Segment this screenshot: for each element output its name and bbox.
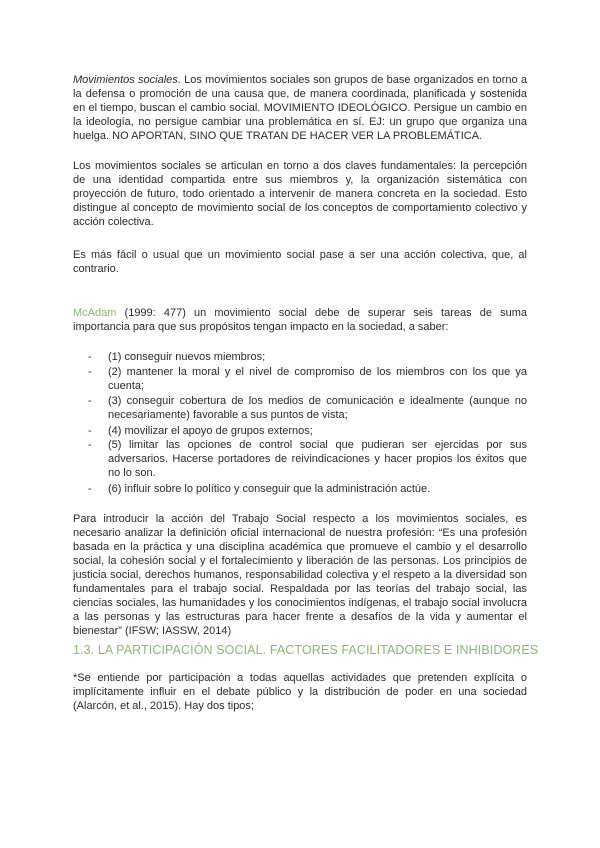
list-item-cont: cuenta; — [108, 380, 145, 392]
text-line: de una identidad compartida entre sus miembros y, la organización sistemática con — [73, 174, 527, 186]
list-item: (3) conseguir cobertura de los medios de comunicación e idealmente (aunque no — [108, 395, 527, 407]
text-line: necesario analizar la definición oficial internacional de nuestra profesión: “Es una profesión — [73, 527, 527, 539]
text-line: contrario. — [73, 263, 119, 275]
text-line: acción colectiva. — [73, 216, 154, 228]
text-line: implícitamente influir en el debate público y la distribución de poder en una sociedad — [73, 686, 527, 698]
list-item: (4) movilizar el apoyo de grupos externos; — [108, 425, 313, 437]
list-item: (1) conseguir nuevos miembros; — [108, 351, 266, 363]
author-mcadam: McAdam — [73, 307, 117, 319]
text-line: en el tiempo, buscan el cambio social. MOVIMIENTO IDEOLÓGICO. Persigue un cambio en — [73, 102, 527, 114]
bullet-dash: - — [88, 366, 92, 378]
text-line: (Alarcón, et al., 2015). Hay dos tipos; — [73, 700, 254, 712]
text-line: ciencias sociales, las humanidades y los conocimientos indígenas, el trabajo social involucra — [73, 597, 527, 609]
list-item-cont: no lo son. — [108, 467, 156, 479]
text-run: . Los movimientos sociales son grupos de base organizados en torno a — [177, 74, 527, 86]
text-line: la defensa o promoción de una causa que, de manera coordinada, planificada y sostenida — [73, 88, 527, 100]
term-italic: Movimientos sociales — [73, 74, 178, 86]
text-line: importancia para que sus propósitos tengan impacto en la sociedad, a saber: — [73, 321, 449, 333]
bullet-dash: - — [88, 483, 92, 495]
text-line — [73, 306, 527, 320]
text-line: proyección de futuro, todo orientado a intervenir de manera concreta en la sociedad. Esto — [73, 188, 527, 200]
text-line: a las personas y las estructuras para hacer frente a desafíos de la vida y aumentar el — [73, 611, 527, 623]
text-line: la ideología, no persigue cambiar una problemática en sí. EJ: un grupo que organiza una — [73, 116, 527, 128]
list-item: (2) mantener la moral y el nivel de compromiso de los miembros con los que ya — [108, 366, 527, 378]
bullet-dash: - — [88, 351, 92, 363]
list-item: (5) limitar las opciones de control social que pudieran ser ejercidas por sus — [108, 439, 527, 451]
list-item-cont: necesariamente) favorable a sus puntos de vista; — [108, 409, 348, 421]
text-line: justicia social, derechos humanos, responsabilidad colectiva y el respeto a la diversidad son — [73, 569, 527, 581]
bullet-dash: - — [88, 395, 92, 407]
text-line: distingue al concepto de movimiento social de los conceptos de comportamiento colectivo y — [73, 202, 527, 214]
text-run: (1999: 477) un movimiento social debe de superar seis tareas de suma — [116, 307, 527, 319]
text-line: *Se entiende por participación a todas aquellas actividades que pretenden explícita o — [73, 672, 527, 684]
text-line: social, la cohesión social y el fortalecimiento y liberación de las personas. Los principios de — [73, 555, 527, 567]
text-line: fundamentales para el trabajo social. Respaldada por las teorías del trabajo social, las — [73, 583, 527, 595]
section-heading: 1.3. LA PARTICIPACIÓN SOCIAL. FACTORES FACILITADORES E INHIBIDORES — [73, 643, 539, 657]
bullet-dash: - — [88, 425, 92, 437]
bullet-dash: - — [88, 439, 92, 451]
text-line: Los movimientos sociales se articulan en torno a dos claves fundamentales: la percepción — [73, 160, 527, 172]
list-item: (6) influir sobre lo político y conseguir que la administración actúe. — [108, 483, 431, 495]
text-line: Para introducir la acción del Trabajo Social respecto a los movimientos sociales, es — [73, 513, 527, 525]
text-line: basada en la práctica y una disciplina académica que promueve el cambio y el desarrollo — [73, 541, 527, 553]
list-item-cont: adversarios. Hacerse portadores de reivindicaciones y hacer propios los éxitos que — [108, 453, 527, 465]
text-line: huelga. NO APORTAN, SINO QUE TRATAN DE HACER VER LA PROBLEMÁTICA. — [73, 130, 483, 142]
text-line: Es más fácil o usual que un movimiento social pase a ser una acción colectiva, que, al — [73, 249, 527, 261]
text-line — [73, 73, 527, 87]
text-line: bienestar” (IFSW; IASSW, 2014) — [73, 625, 232, 637]
